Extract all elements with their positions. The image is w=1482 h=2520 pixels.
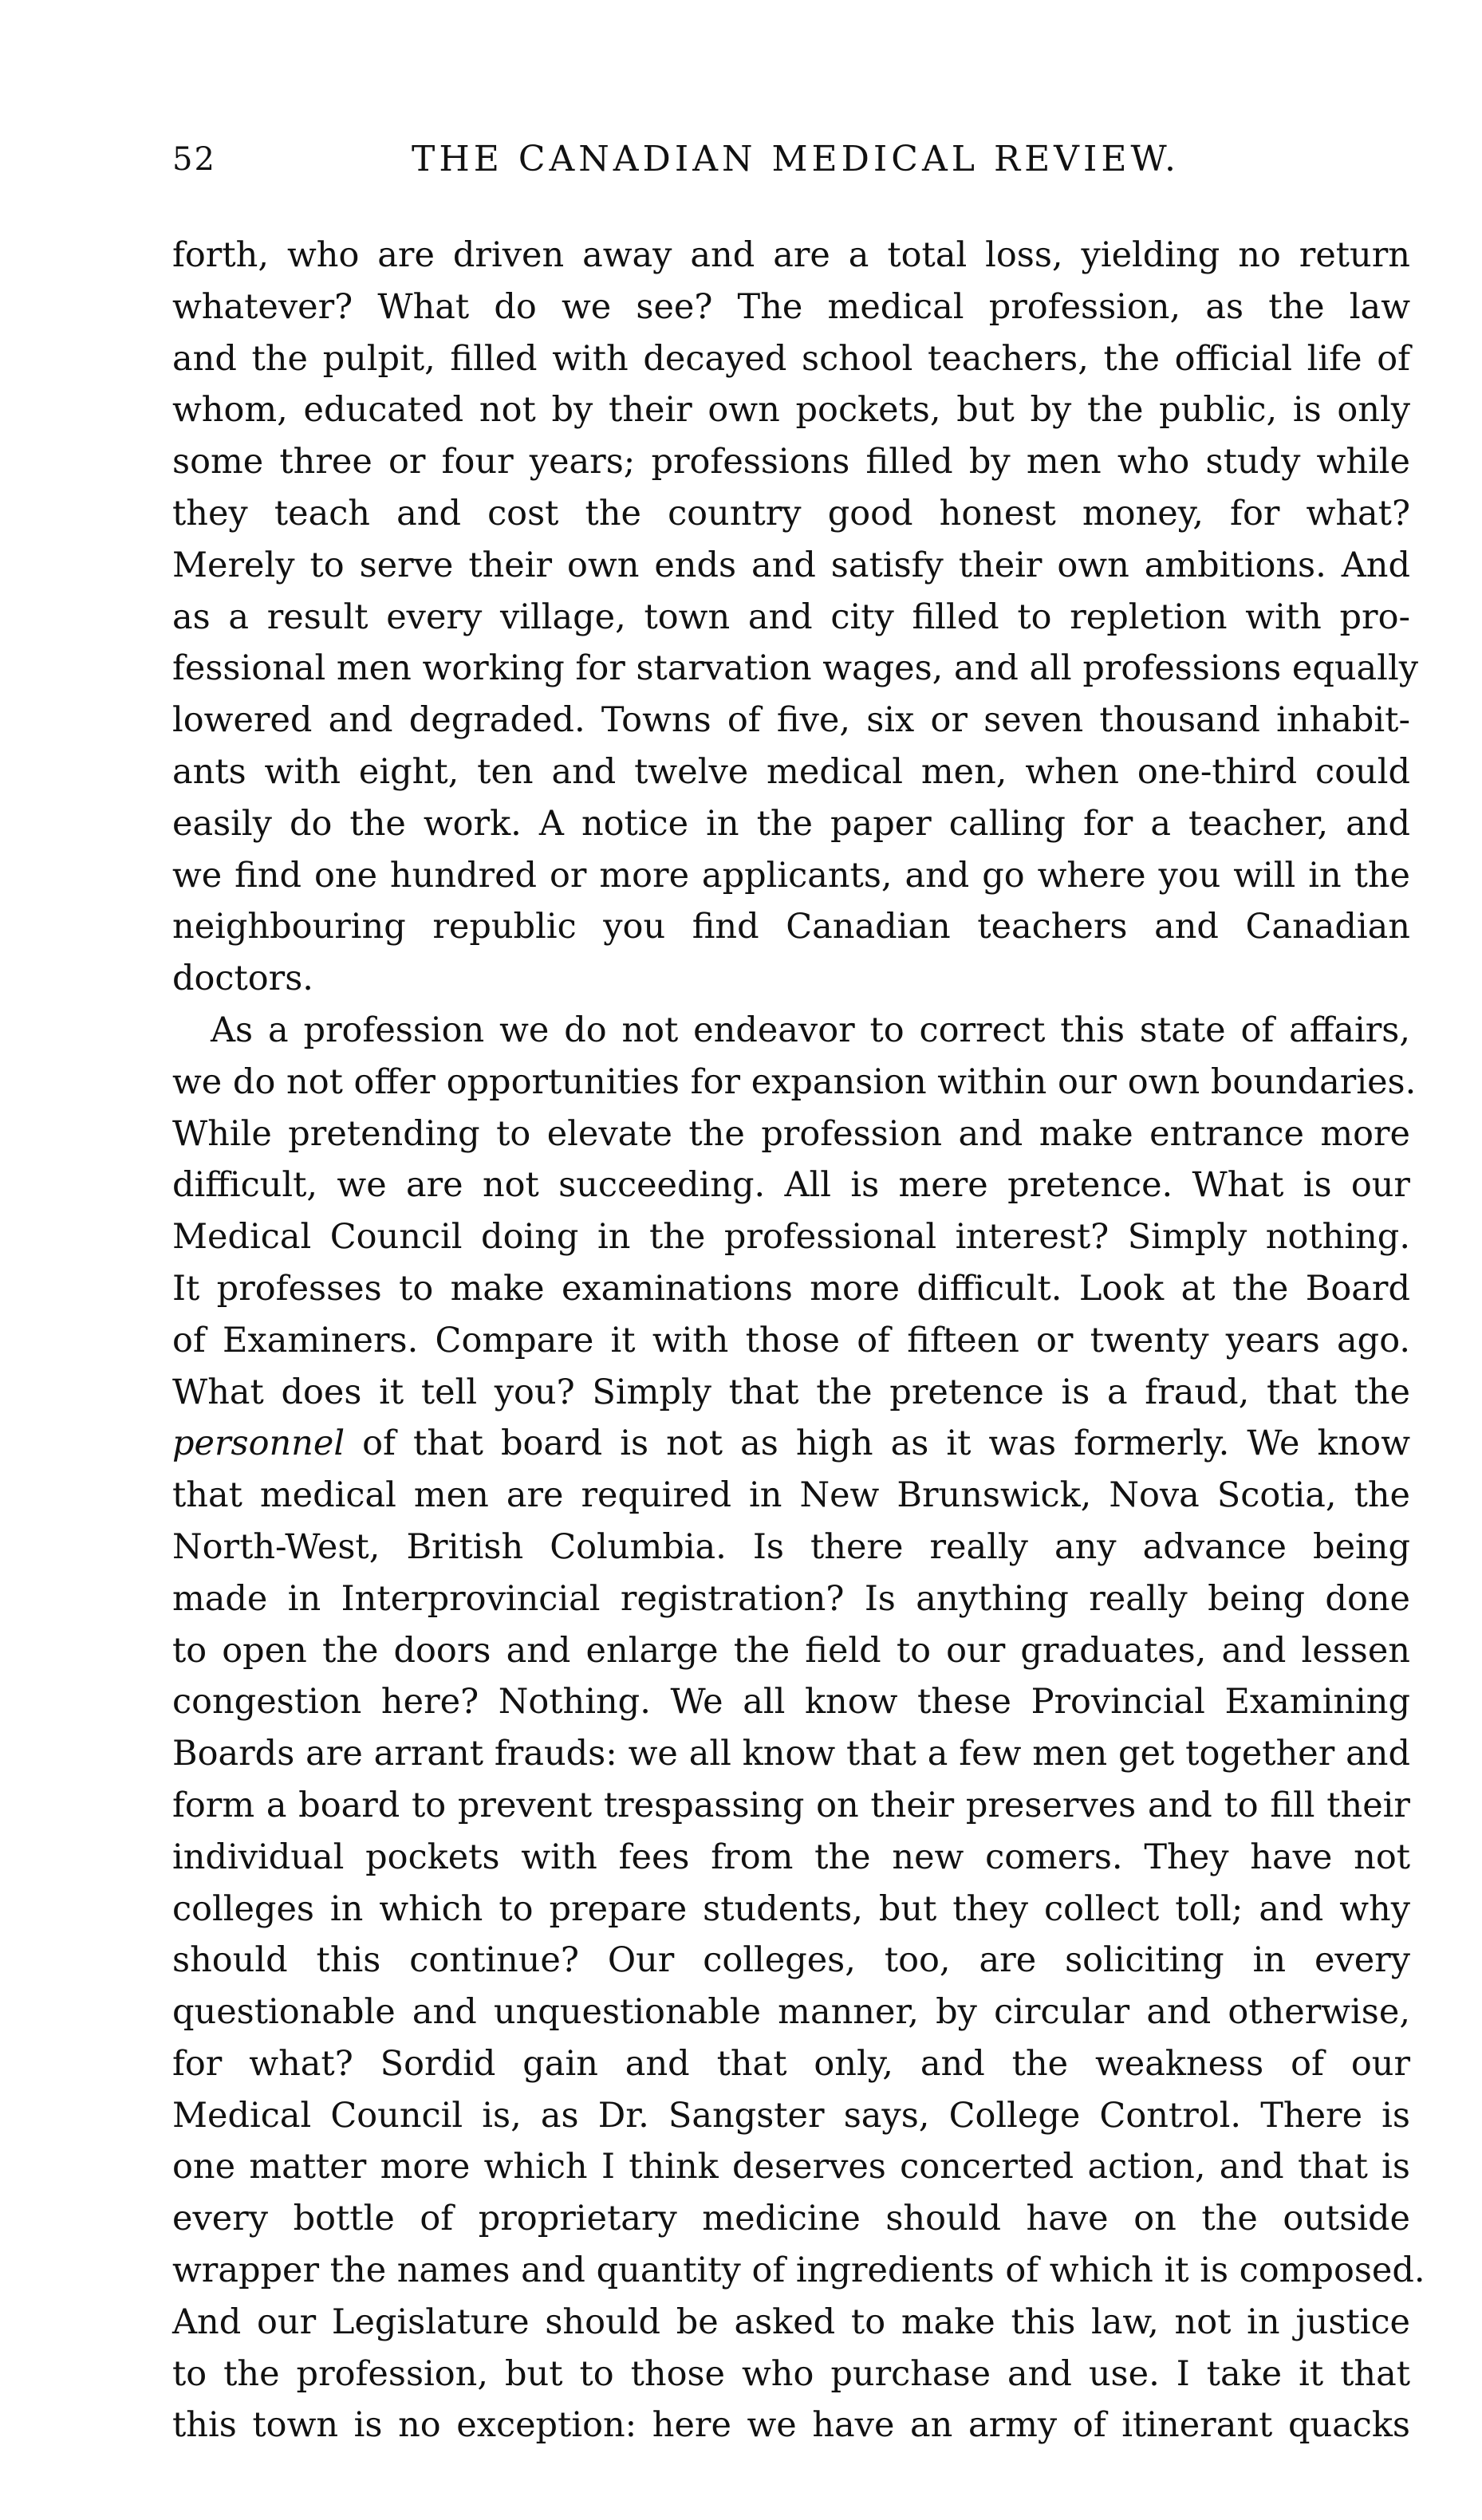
text-line: made in Interprovincial registration? Is anything really being done <box>172 1578 1410 1619</box>
text-line: whatever? What do we see? The medical profession, as the law <box>172 286 1410 327</box>
text-line: As a profession we do not endeavor to correct this state of affairs, <box>211 1010 1410 1050</box>
text-line: ants with eight, ten and twelve medical men, when one-third could <box>172 751 1410 792</box>
text-line: we find one hundred or more applicants, and go where you will in the <box>172 855 1410 896</box>
text-line: And our Legislature should be asked to make this law, not in justice <box>172 2301 1410 2342</box>
text-line: neighbouring republic you find Canadian teachers and Canadian <box>172 907 1410 947</box>
text-line: form a board to prevent trespassing on their preserves and to fill their <box>172 1785 1410 1825</box>
text-line: as a result every village, town and city filled to repletion with pro- <box>172 597 1410 637</box>
text-line: easily do the work. A notice in the paper calling for a teacher, and <box>172 803 1410 844</box>
journal-title: THE CANADIAN MEDICAL REVIEW. <box>412 139 1180 179</box>
page-number: 52 <box>172 141 216 178</box>
article-body <box>172 230 1425 2451</box>
text-line: of Examiners. Compare it with those of fifteen or twenty years ago. <box>172 1320 1410 1360</box>
text-line: they teach and cost the country good honest money, for what? <box>172 493 1410 534</box>
text-line: some three or four years; professions filled by men who study while <box>172 442 1410 482</box>
text-line: colleges in which to prepare students, but they collect toll; and why <box>172 1888 1410 1929</box>
text-line: to open the doors and enlarge the field to our graduates, and lessen <box>172 1630 1410 1671</box>
paragraph-2 <box>172 1005 1425 2451</box>
text-line: to the profession, but to those who purchase and use. I take it that <box>172 2353 1410 2394</box>
running-head <box>172 134 1233 185</box>
text-line: lowered and degraded. Towns of five, six or seven thousand inhabit- <box>172 700 1410 741</box>
text-line: doctors. <box>172 959 313 999</box>
text-line: this town is no exception: here we have an army of itinerant quacks <box>172 2405 1410 2446</box>
text-line: whom, educated not by their own pockets, but by the public, is only <box>172 390 1410 431</box>
text-line: that medical men are required in New Brunswick, Nova Scotia, the <box>172 1475 1410 1516</box>
text-line: While pretending to elevate the profession and make entrance more <box>172 1113 1410 1154</box>
text-line: North-West, British Columbia. Is there really any advance being <box>172 1526 1410 1567</box>
line-rest: of that board is not as high as it was formerly. We know <box>345 1423 1410 1464</box>
text-line: and the pulpit, filled with decayed school teachers, the official life of <box>172 338 1410 379</box>
text-line: It professes to make examinations more difficult. Look at the Board <box>172 1268 1410 1309</box>
italic-word: personnel <box>172 1423 345 1464</box>
text-line: Medical Council doing in the professional interest? Simply nothing. <box>172 1217 1410 1258</box>
text-line: congestion here? Nothing. We all know these Provincial Examining <box>172 1682 1410 1723</box>
text-line: should this continue? Our colleges, too, are soliciting in every <box>172 1940 1410 1981</box>
text-line: wrapper the names and quantity of ingredients of which it is composed. <box>172 2250 1425 2291</box>
text-line: fessional men working for starvation wages, and all professions equally <box>172 648 1418 689</box>
text-line: for what? Sordid gain and that only, and the weakness of our <box>172 2043 1410 2084</box>
text-line: one matter more which I think deserves concerted action, and that is <box>172 2147 1410 2187</box>
text-line: Boards are arrant frauds: we all know that a few men get together and <box>172 1734 1410 1774</box>
text-line: individual pockets with fees from the new comers. They have not <box>172 1837 1410 1877</box>
text-line: Merely to serve their own ends and satisfy their own ambitions. And <box>172 545 1410 585</box>
paragraph-1 <box>172 230 1418 1005</box>
text-line: Medical Council is, as Dr. Sangster says, College Control. There is <box>172 2095 1410 2136</box>
text-line: we do not offer opportunities for expansion within our own boundaries. <box>172 1061 1417 1102</box>
text-line: questionable and unquestionable manner, by circular and otherwise, <box>172 1992 1410 2033</box>
text-line-italic <box>172 1418 1410 1470</box>
text-line: What does it tell you? Simply that the pretence is a fraud, that the <box>172 1372 1410 1412</box>
text-line: difficult, we are not succeeding. All is mere pretence. What is our <box>172 1165 1410 1206</box>
text-line: every bottle of proprietary medicine should have on the outside <box>172 2199 1410 2239</box>
text-line: forth, who are driven away and are a total loss, yielding no return <box>172 235 1410 275</box>
